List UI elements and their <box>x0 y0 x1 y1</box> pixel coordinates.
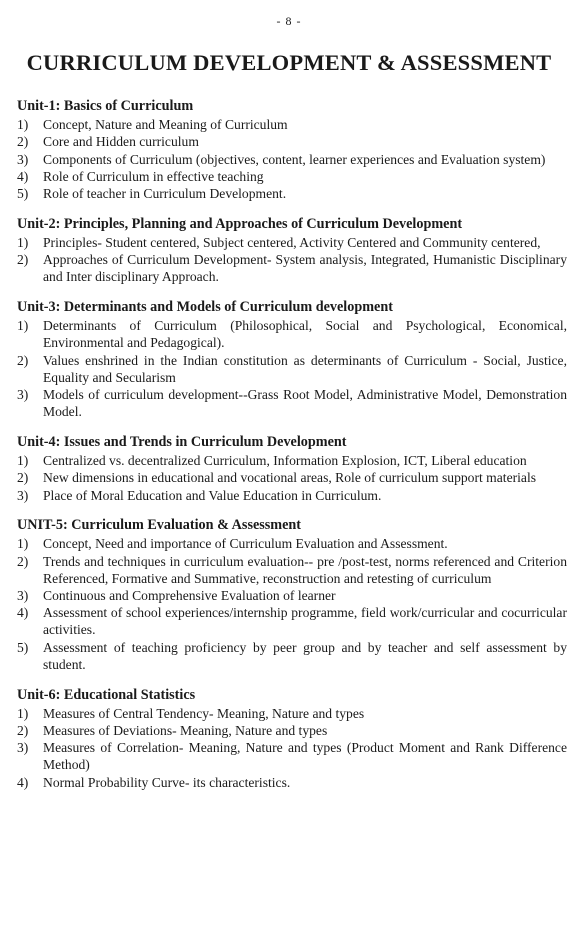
list-item <box>17 151 567 168</box>
item-number: 3) <box>17 151 29 167</box>
list-item <box>17 452 567 469</box>
item-text: Models of curriculum development--Grass Root Model, Administrative Model, Demonstration Model. <box>43 387 567 420</box>
item-number: 1) <box>17 705 29 721</box>
document-title: CURRICULUM DEVELOPMENT & ASSESSMENT <box>26 50 552 75</box>
list-item <box>17 604 567 638</box>
item-text: Principles- Student centered, Subject centered, Activity Centered and Community centered, <box>43 234 541 250</box>
unit-section <box>17 299 567 420</box>
item-number: 1) <box>17 234 29 250</box>
list-item <box>17 386 567 420</box>
item-number: 3) <box>17 387 29 403</box>
item-number: 3) <box>17 487 29 503</box>
list-item <box>17 116 567 133</box>
unit-heading: UNIT-5: Curriculum Evaluation & Assessment <box>17 517 302 534</box>
item-text: Measures of Correlation- Meaning, Nature and types (Product Moment and Rank Difference Method) <box>43 740 567 773</box>
list-item <box>17 234 567 251</box>
page-number: - 8 - <box>276 14 302 28</box>
unit-heading: Unit-3: Determinants and Models of Curriculum development <box>17 299 393 316</box>
unit-section <box>17 216 567 286</box>
item-text: Trends and techniques in curriculum evaluation-- pre /post-test, norms referenced and Criterion Referenced, Formative and Summative, reconstruction and retesting of curriculum <box>43 553 567 586</box>
item-number: 2) <box>17 553 29 569</box>
item-text: Continuous and Comprehensive Evaluation of learner <box>43 588 336 604</box>
item-text: Core and Hidden curriculum <box>43 134 199 150</box>
list-item <box>17 587 567 604</box>
item-number: 2) <box>17 134 29 150</box>
item-number: 2) <box>17 352 29 368</box>
list-item <box>17 185 567 202</box>
syllabus-content <box>17 98 567 804</box>
item-text: Place of Moral Education and Value Education in Curriculum. <box>43 487 382 503</box>
unit-section <box>17 687 567 791</box>
list-item <box>17 705 567 722</box>
item-number: 4) <box>17 605 29 621</box>
item-text: Approaches of Curriculum Development- System analysis, Integrated, Humanistic Disciplinary and Inter disciplinary Approach. <box>43 252 567 285</box>
list-item <box>17 774 567 791</box>
unit-heading: Unit-6: Educational Statistics <box>17 686 196 703</box>
unit-item-list <box>17 317 567 420</box>
item-number: 4) <box>17 774 29 790</box>
list-item <box>17 469 567 486</box>
item-number: 2) <box>17 723 29 738</box>
unit-item-list <box>17 452 567 504</box>
unit-item-list <box>17 116 567 202</box>
unit-heading: Unit-2: Principles, Planning and Approaches of Curriculum Development <box>17 215 463 232</box>
item-number: 5) <box>17 639 29 655</box>
item-number: 3) <box>17 740 29 756</box>
item-text: Determinants of Curriculum (Philosophical, Social and Psychological, Economical, Environmental and Pedagogical). <box>43 318 567 351</box>
item-text: Values enshrined in the Indian constitution as determinants of Curriculum - Social, Justice, Equality and Secularism <box>43 352 567 385</box>
item-number: 1) <box>17 318 29 334</box>
list-item <box>17 133 567 150</box>
list-item <box>17 722 567 739</box>
item-text: Concept, Nature and Meaning of Curriculum <box>43 117 288 133</box>
list-item <box>17 251 567 285</box>
item-number: 2) <box>17 470 29 486</box>
item-text: Assessment of teaching proficiency by peer group and by teacher and self assessment by student. <box>43 639 567 672</box>
item-number: 2) <box>17 252 29 268</box>
item-text: Measures of Central Tendency- Meaning, Nature and types <box>43 705 365 721</box>
list-item <box>17 553 567 587</box>
unit-section <box>17 517 567 673</box>
item-text: Role of Curriculum in effective teaching <box>43 168 264 184</box>
item-text: Role of teacher in Curriculum Development. <box>43 186 287 202</box>
unit-item-list <box>17 234 567 286</box>
list-item <box>17 168 567 185</box>
item-text: Normal Probability Curve- its characteristics. <box>43 774 291 790</box>
item-number: 1) <box>17 453 29 469</box>
item-number: 1) <box>17 536 29 552</box>
item-text: Components of Curriculum (objectives, content, learner experiences and Evaluation system) <box>43 151 546 167</box>
item-number: 4) <box>17 168 29 184</box>
list-item <box>17 639 567 673</box>
unit-section <box>17 434 567 504</box>
item-text: Centralized vs. decentralized Curriculum, Information Explosion, ICT, Liberal education <box>43 453 527 469</box>
unit-heading: Unit-4: Issues and Trends in Curriculum Development <box>17 433 347 450</box>
list-item <box>17 317 567 351</box>
unit-item-list <box>17 705 567 791</box>
unit-heading: Unit-1: Basics of Curriculum <box>17 98 194 114</box>
item-text: Measures of Deviations- Meaning, Nature and types <box>43 723 328 738</box>
unit-item-list <box>17 535 567 673</box>
item-text: Assessment of school experiences/internship programme, field work/curricular and cocurricular activities. <box>43 605 567 638</box>
item-number: 3) <box>17 588 29 604</box>
unit-section <box>17 98 567 202</box>
list-item <box>17 739 567 773</box>
item-number: 5) <box>17 186 29 202</box>
list-item <box>17 487 567 504</box>
item-number: 1) <box>17 117 29 133</box>
list-item <box>17 352 567 386</box>
item-text: New dimensions in educational and vocational areas, Role of curriculum support materials <box>43 470 537 486</box>
item-text: Concept, Need and importance of Curriculum Evaluation and Assessment. <box>43 536 448 552</box>
list-item <box>17 535 567 552</box>
